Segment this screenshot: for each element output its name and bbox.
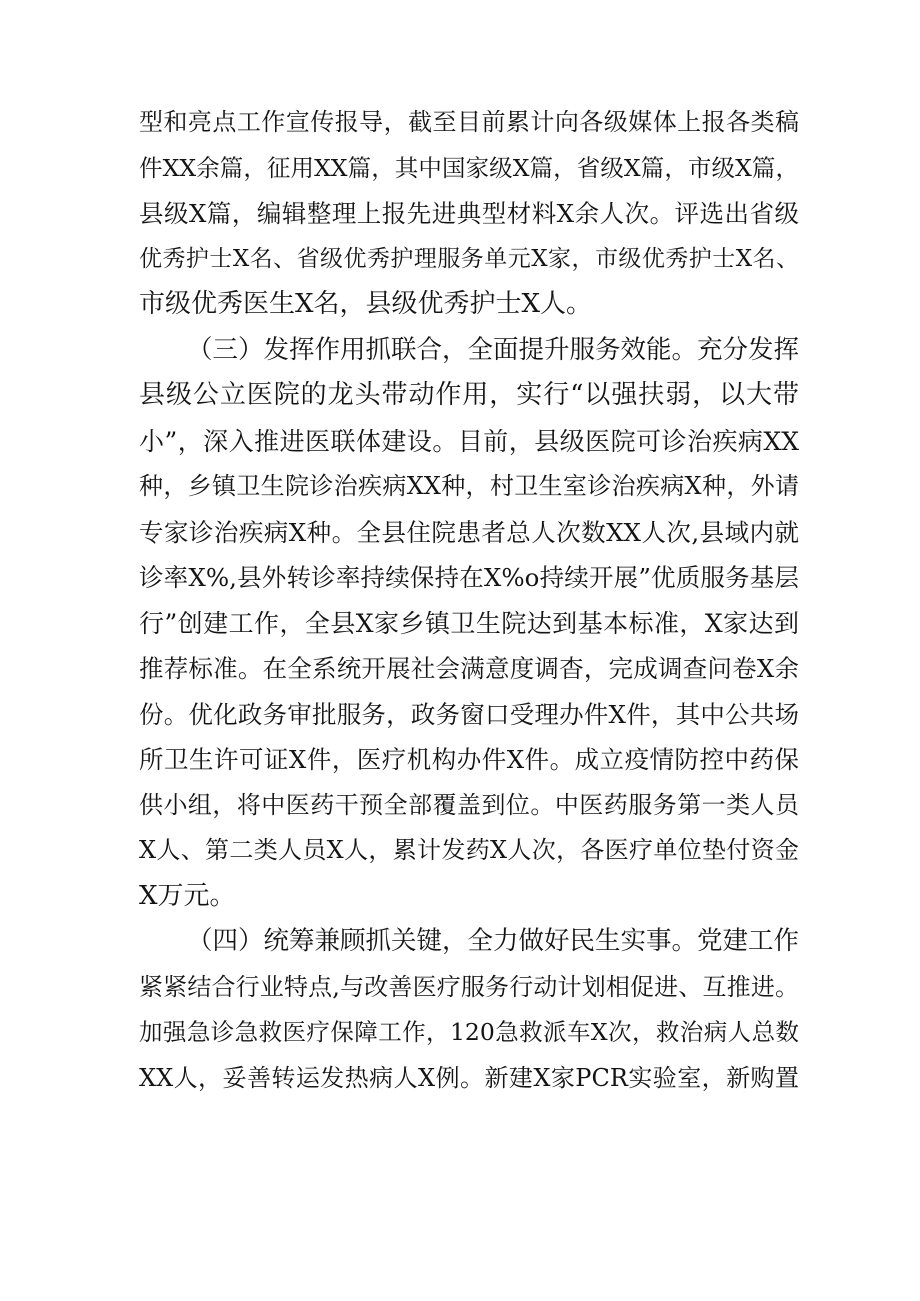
body-text	[139, 100, 799, 1101]
text-line: 诊率X%,县外转诊率持续保持在X%o持续开展”优质服务基层	[139, 563, 799, 592]
text-line: X人、第二类人员X人，累计发药X人次，各医疗单位垫付资金	[139, 836, 799, 864]
text-line: 型和亮点工作宣传报导，截至目前累计向各级媒体上报各类稿	[139, 108, 799, 136]
section-heading-line: （三）发挥作用抓联合，全面提升服务效能。充分发挥	[187, 334, 799, 365]
text-line: 县级X篇，编辑整理上报先进典型材料X余人次。评选出省级	[139, 199, 799, 228]
text-line: 小”，深入推进医联体建设。目前，县级医院可诊治疾病XX	[139, 426, 799, 456]
text-line: 专家诊治疾病X种。全县住院患者总人次数XX人次,县域内就	[139, 517, 799, 547]
text-line: 紧紧结合行业特点,与改善医疗服务行动计划相促进、互推进。	[139, 972, 799, 1001]
text-line: 加强急诊急救医疗保障工作，120急救派车X次，救治病人总数	[139, 1018, 799, 1046]
text-line: 所卫生许可证X件，医疗机构办件X件。成立疫情防控中药保	[139, 745, 799, 774]
text-line: 市级优秀医生X名，县级优秀护士X人。	[139, 289, 593, 319]
text-line: 种，乡镇卫生院诊治疾病XX种，村卫生室诊治疾病X种，外请	[139, 472, 799, 500]
text-line: 供小组，将中医药干预全部覆盖到位。中医药服务第一类人员	[139, 790, 799, 819]
text-line: 优秀护士X名、省级优秀护理服务单元X家，市级优秀护士X名、	[139, 245, 799, 272]
text-line: 行”创建工作，全县X家乡镇卫生院达到基本标准，X家达到	[139, 608, 799, 638]
text-line: 件XX余篇，征用XX篇，其中国家级X篇，省级X篇，市级X篇，	[139, 153, 799, 182]
text-line: X万元。	[139, 880, 236, 911]
section-heading-line: （四）统筹兼顾抓关键，全力做好民生实事。党建工作	[187, 926, 799, 956]
text-line: 推荐标准。在全系统开展社会满意度调杳，完成调查问卷X余	[139, 654, 799, 683]
text-line: 县级公立医院的龙头带动作用，实行“以强扶弱，以大带	[139, 380, 799, 410]
text-line: 份。优化政务审批服务，政务窗口受理办件X件，其中公共场	[139, 699, 799, 729]
text-line: XX人，妥善转运发热病人X例。新建X家PCR实验室，新购置	[139, 1063, 799, 1092]
